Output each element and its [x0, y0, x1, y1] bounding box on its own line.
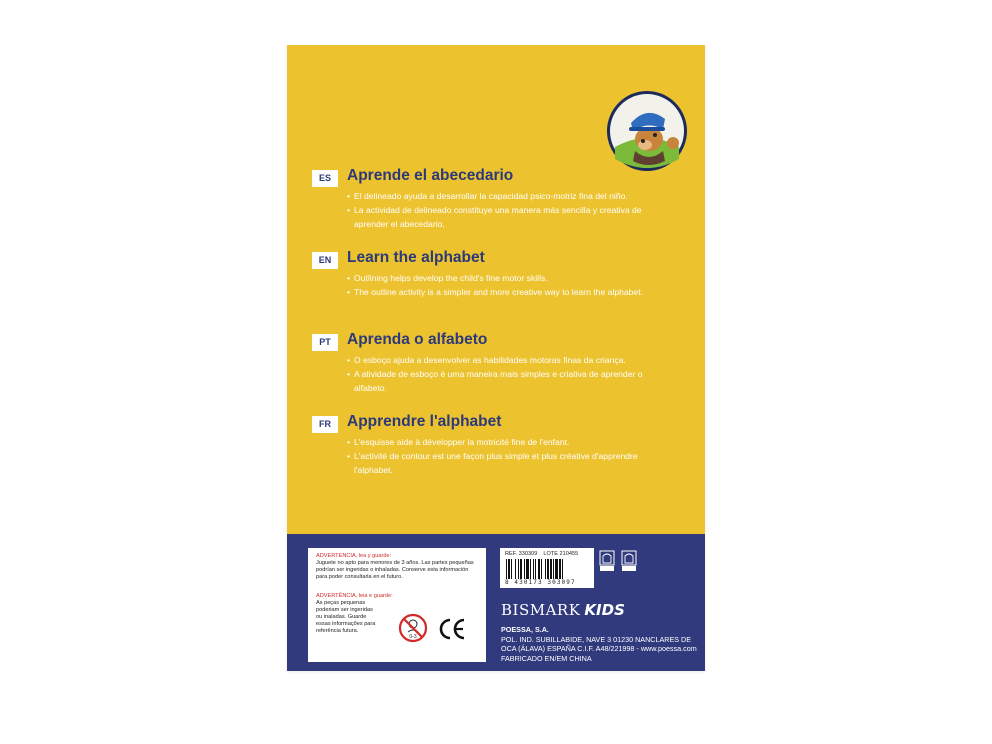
company-info [501, 625, 699, 663]
bullet-item: • L'esquisse aide à développer la motricité fine de l'enfant. [347, 435, 647, 449]
barcode-bar [538, 559, 540, 579]
warning-pt-heading: ADVERTÊNCIA, leia e guarde: [316, 593, 393, 599]
recycle-bag-icon [621, 550, 637, 572]
bullet-item: • El delineado ayuda a desarrollar la capacidad psico-motriz fina del niño. [347, 189, 647, 203]
age-label: 0-3 [409, 634, 417, 640]
section-title-es: Aprende el abecedario [347, 167, 514, 184]
barcode [506, 559, 588, 579]
warning-box [308, 548, 486, 662]
barcode-bar [535, 559, 536, 579]
barcode-bar [518, 559, 519, 579]
barcode-bar [562, 559, 563, 579]
ean-code: 8 430173 303097 [505, 579, 576, 586]
warning-es [316, 553, 481, 581]
barcode-bar [520, 559, 522, 579]
section-title-en: Learn the alphabet [347, 249, 485, 266]
warning-pt-text: As peças pequenas poderiam ser ingeridas ou inaladas. Guarde essas informações para referência futura. [316, 600, 376, 634]
brand-bismark: BISMARK [501, 601, 581, 619]
barcode-bar [524, 559, 525, 579]
company-address: POL. IND. SUBILLABIDE, NAVE 3 01230 NANCLARES DE OCA (ÁLAVA) ESPAÑA C.I.F. A48/221998 - www.poessa.com FABRICADO EN/EM CHINA [501, 634, 697, 663]
barcode-bar [508, 559, 510, 579]
bullet-item: • L'activité de contour est une façon plus simple et plus créative d'apprendre l'alphabet. [347, 449, 647, 477]
company-name: POESSA, S.A. [501, 625, 549, 634]
recycle-bag-icon [599, 550, 615, 572]
barcode-bar [550, 559, 552, 579]
barcode-bar [511, 559, 512, 579]
mascot-illustration [605, 89, 689, 173]
barcode-bar [515, 559, 516, 579]
barcode-bar [533, 559, 534, 579]
barcode-bar [555, 559, 558, 579]
bullet-item: • A atividade de esboço é uma maneira mais simples e criativa de aprender o alfabeto. [347, 367, 647, 395]
bullet-list-en [347, 271, 647, 299]
bullet-item: • Outlining helps develop the child's fine motor skills. [347, 271, 647, 285]
section-title-fr: Apprendre l'alphabet [347, 413, 502, 430]
brand-kids: KIDS [584, 601, 625, 619]
barcode-bar [545, 559, 546, 579]
barcode-bar [526, 559, 529, 579]
bullet-list-pt [347, 353, 647, 395]
warning-es-heading: ADVERTENCIA, lea y guarde: [316, 553, 392, 559]
lote-number: LOTE 210455 [543, 551, 579, 557]
bullet-item: • The outline activity is a simpler and more creative way to learn the alphabet. [347, 285, 647, 299]
bullet-list-fr [347, 435, 647, 477]
lang-badge-pt: PT [312, 334, 338, 351]
bullet-item: • O esboço ajuda a desenvolver as habilidades motoras finas da criança. [347, 353, 647, 367]
barcode-bar [547, 559, 549, 579]
bullet-item: • La actividad de delineado constituye una manera más sencilla y creativa de aprender el abecedario. [347, 203, 647, 231]
lang-badge-en: EN [312, 252, 338, 269]
bullet-list-es [347, 189, 647, 231]
barcode-bar [506, 559, 507, 579]
back-cover [287, 45, 705, 671]
barcode-bar [541, 559, 542, 579]
lang-badge-es: ES [312, 170, 338, 187]
brand-logo [501, 601, 625, 620]
barcode-bar [553, 559, 554, 579]
lang-badge-fr: FR [312, 416, 338, 433]
barcode-box [500, 548, 594, 588]
ref-number: REF. 330309 [505, 551, 538, 557]
barcode-bar [559, 559, 561, 579]
barcode-bar [530, 559, 531, 579]
ce-mark-icon [438, 616, 466, 642]
section-title-pt: Aprenda o alfabeto [347, 331, 488, 348]
warning-es-text: Juguete no apto para menores de 3 años. Las partes pequeñas podrían ser ingeridas o inhaladas. Conserve esta información para poder consultarla en el futuro. [316, 560, 474, 580]
no-small-parts-icon [398, 613, 428, 643]
footer-band [287, 534, 705, 671]
